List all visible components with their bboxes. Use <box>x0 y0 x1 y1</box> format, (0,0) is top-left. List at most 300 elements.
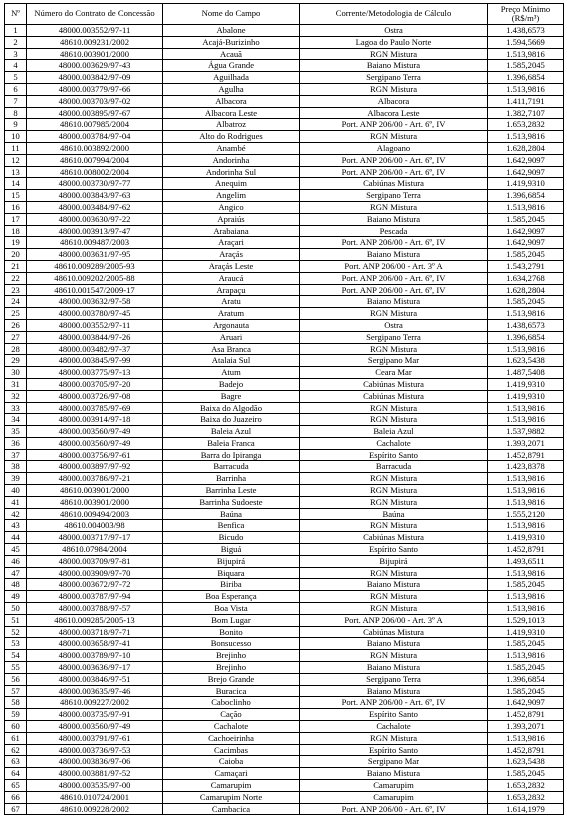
contract-number: 48610.007994/2004 <box>27 154 163 166</box>
calculation-methodology: Port. ANP 206/00 - Art. 6º, IV <box>300 119 488 131</box>
minimum-price: 1.585,2045 <box>488 685 564 697</box>
row-number: 49 <box>5 591 27 603</box>
row-number: 24 <box>5 296 27 308</box>
minimum-price: 1.513,9816 <box>488 414 564 426</box>
minimum-price: 1.513,9816 <box>488 650 564 662</box>
table-row <box>5 83 564 95</box>
contract-number: 48000.003780/97-45 <box>27 308 163 320</box>
field-name: Baleia Azul <box>163 426 300 438</box>
contract-number: 48610.003901/2000 <box>27 485 163 497</box>
table-row <box>5 166 564 178</box>
field-name: Albacora Leste <box>163 107 300 119</box>
calculation-methodology: RGN Mistura <box>300 591 488 603</box>
table-row <box>5 709 564 721</box>
table-row <box>5 296 564 308</box>
field-name: Atalaia Sul <box>163 355 300 367</box>
contract-number: 48000.003705/97-20 <box>27 378 163 390</box>
row-number: 31 <box>5 378 27 390</box>
field-name: Araçás <box>163 249 300 261</box>
table-row <box>5 638 564 650</box>
field-name: Aratum <box>163 308 300 320</box>
calculation-methodology: Cabiúnas Mistura <box>300 626 488 638</box>
minimum-price: 1.513,9816 <box>488 603 564 615</box>
calculation-methodology: Sergipano Mar <box>300 756 488 768</box>
contract-number: 48000.003632/97-58 <box>27 296 163 308</box>
contract-number: 48000.003844/97-26 <box>27 331 163 343</box>
row-number: 56 <box>5 673 27 685</box>
field-name: Barracuda <box>163 461 300 473</box>
contract-number: 48000.003909/97-70 <box>27 567 163 579</box>
row-number: 59 <box>5 709 27 721</box>
contract-number: 48000.003843/97-63 <box>27 190 163 202</box>
contract-number: 48000.003881/97-52 <box>27 768 163 780</box>
row-number: 12 <box>5 154 27 166</box>
row-number: 63 <box>5 756 27 768</box>
row-number: 10 <box>5 131 27 143</box>
field-name: Asa Branca <box>163 343 300 355</box>
table-row <box>5 461 564 473</box>
minimum-price: 1.628,2804 <box>488 284 564 296</box>
minimum-price: 1.585,2045 <box>488 60 564 72</box>
contract-number: 48000.003785/97-69 <box>27 402 163 414</box>
table-row <box>5 331 564 343</box>
table-row <box>5 614 564 626</box>
row-number: 8 <box>5 107 27 119</box>
row-number: 45 <box>5 544 27 556</box>
minimum-price: 1.419,9310 <box>488 378 564 390</box>
row-number: 11 <box>5 142 27 154</box>
row-number: 40 <box>5 485 27 497</box>
table-row <box>5 626 564 638</box>
minimum-price: 1.393,2071 <box>488 721 564 733</box>
minimum-price: 1.396,6854 <box>488 190 564 202</box>
table-row <box>5 721 564 733</box>
minimum-price: 1.537,9882 <box>488 426 564 438</box>
calculation-methodology: Sergipano Terra <box>300 72 488 84</box>
contract-number: 48610.010724/2001 <box>27 791 163 803</box>
calculation-methodology: Espírito Santo <box>300 449 488 461</box>
minimum-price: 1.585,2045 <box>488 213 564 225</box>
contract-number: 48000.003560/97-49 <box>27 426 163 438</box>
table-row <box>5 591 564 603</box>
minimum-price: 1.438,6573 <box>488 319 564 331</box>
field-name: Brejo Grande <box>163 673 300 685</box>
minimum-price: 1.555,2120 <box>488 508 564 520</box>
field-name: Barrinha Sudoeste <box>163 496 300 508</box>
row-number: 17 <box>5 213 27 225</box>
minimum-price: 1.513,9816 <box>488 591 564 603</box>
calculation-methodology: RGN Mistura <box>300 308 488 320</box>
minimum-price: 1.393,2071 <box>488 437 564 449</box>
minimum-price: 1.396,6854 <box>488 673 564 685</box>
contract-number: 48000.003703/97-02 <box>27 95 163 107</box>
table-row <box>5 520 564 532</box>
field-name: Bonsucesso <box>163 638 300 650</box>
calculation-methodology: Port. ANP 206/00 - Art. 6º, IV <box>300 237 488 249</box>
field-name: Cambacica <box>163 803 300 815</box>
contract-number: 48000.003484/97-62 <box>27 201 163 213</box>
table-row <box>5 426 564 438</box>
calculation-methodology: Albacora Leste <box>300 107 488 119</box>
table-row <box>5 367 564 379</box>
field-name: Barra do Ipiranga <box>163 449 300 461</box>
row-number: 66 <box>5 791 27 803</box>
field-name: Andorinha <box>163 154 300 166</box>
row-number: 38 <box>5 461 27 473</box>
table-row <box>5 25 564 37</box>
row-number: 9 <box>5 119 27 131</box>
table-row <box>5 650 564 662</box>
table-row <box>5 343 564 355</box>
column-header-field-name: Nome do Campo <box>163 4 300 25</box>
calculation-methodology: RGN Mistura <box>300 343 488 355</box>
column-header-minimum-price: Preço Mínimo (R$/m³) <box>488 4 564 25</box>
table-row <box>5 355 564 367</box>
table-body <box>5 25 564 815</box>
table-row <box>5 249 564 261</box>
field-name: Andorinha Sul <box>163 166 300 178</box>
minimum-price: 1.452,8791 <box>488 544 564 556</box>
table-row <box>5 308 564 320</box>
minimum-price: 1.513,9816 <box>488 520 564 532</box>
column-header-number: Nº <box>5 4 27 25</box>
row-number: 58 <box>5 697 27 709</box>
table-row <box>5 508 564 520</box>
calculation-methodology: Sergipano Terra <box>300 331 488 343</box>
minimum-price: 1.642,9097 <box>488 697 564 709</box>
row-number: 18 <box>5 225 27 237</box>
table-row <box>5 178 564 190</box>
minimum-price: 1.513,9816 <box>488 131 564 143</box>
minimum-price: 1.594,5669 <box>488 36 564 48</box>
minimum-price: 1.382,7107 <box>488 107 564 119</box>
calculation-methodology: Espírito Santo <box>300 544 488 556</box>
row-number: 14 <box>5 178 27 190</box>
field-name: Acajá-Burizinho <box>163 36 300 48</box>
calculation-methodology: Cabiúnas Mistura <box>300 178 488 190</box>
field-name: Badejo <box>163 378 300 390</box>
calculation-methodology: Ceara Mar <box>300 367 488 379</box>
field-name: Biriba <box>163 579 300 591</box>
field-name: Agulha <box>163 83 300 95</box>
contract-number: 48000.003845/97-99 <box>27 355 163 367</box>
contract-number: 48000.003730/97-77 <box>27 178 163 190</box>
table-row <box>5 260 564 272</box>
table-row <box>5 107 564 119</box>
contract-number: 48610.009494/2003 <box>27 508 163 520</box>
minimum-price: 1.513,9816 <box>488 485 564 497</box>
calculation-methodology: Cachalote <box>300 721 488 733</box>
contract-number: 48000.003787/97-94 <box>27 591 163 603</box>
row-number: 26 <box>5 319 27 331</box>
row-number: 53 <box>5 638 27 650</box>
field-name: Baixa do Juazeiro <box>163 414 300 426</box>
field-name: Araçari <box>163 237 300 249</box>
calculation-methodology: Port. ANP 206/00 - Art. 6º, IV <box>300 284 488 296</box>
field-name: Albatroz <box>163 119 300 131</box>
row-number: 28 <box>5 343 27 355</box>
column-header-contract: Número do Contrato de Concessão <box>27 4 163 25</box>
table-row <box>5 697 564 709</box>
table-row <box>5 225 564 237</box>
field-name: Arabaiana <box>163 225 300 237</box>
contract-number: 48000.003629/97-43 <box>27 60 163 72</box>
table-row <box>5 190 564 202</box>
minimum-price: 1.513,9816 <box>488 83 564 95</box>
minimum-price-table <box>4 3 564 815</box>
calculation-methodology: Barracuda <box>300 461 488 473</box>
field-name: Camarupim <box>163 780 300 792</box>
row-number: 19 <box>5 237 27 249</box>
contract-number: 48000.003895/97-67 <box>27 107 163 119</box>
contract-number: 48610.009231/2002 <box>27 36 163 48</box>
contract-number: 48000.003726/97-08 <box>27 390 163 402</box>
minimum-price: 1.585,2045 <box>488 579 564 591</box>
minimum-price: 1.634,2768 <box>488 272 564 284</box>
minimum-price: 1.642,9097 <box>488 154 564 166</box>
contract-number: 48000.003635/97-46 <box>27 685 163 697</box>
table-row <box>5 732 564 744</box>
row-number: 39 <box>5 473 27 485</box>
calculation-methodology: Baleia Azul <box>300 426 488 438</box>
table-row <box>5 673 564 685</box>
field-name: Angelim <box>163 190 300 202</box>
calculation-methodology: Port. ANP 206/00 - Art. 6º, IV <box>300 803 488 815</box>
contract-number: 48000.003786/97-21 <box>27 473 163 485</box>
contract-number: 48000.003788/97-57 <box>27 603 163 615</box>
minimum-price: 1.623,5438 <box>488 756 564 768</box>
field-name: Cachoeirinha <box>163 732 300 744</box>
minimum-price: 1.585,2045 <box>488 638 564 650</box>
calculation-methodology: Lagoa do Paulo Norte <box>300 36 488 48</box>
row-number: 47 <box>5 567 27 579</box>
calculation-methodology: RGN Mistura <box>300 485 488 497</box>
contract-number: 48000.003560/97-49 <box>27 721 163 733</box>
minimum-price: 1.423,8378 <box>488 461 564 473</box>
calculation-methodology: RGN Mistura <box>300 603 488 615</box>
contract-number: 48000.003560/97-49 <box>27 437 163 449</box>
minimum-price: 1.585,2045 <box>488 662 564 674</box>
table-row <box>5 449 564 461</box>
field-name: Anequim <box>163 178 300 190</box>
field-name: Bicudo <box>163 532 300 544</box>
calculation-methodology: RGN Mistura <box>300 520 488 532</box>
field-name: Caioba <box>163 756 300 768</box>
contract-number: 48000.003717/97-17 <box>27 532 163 544</box>
field-name: Aruari <box>163 331 300 343</box>
contract-number: 48000.003775/97-13 <box>27 367 163 379</box>
field-name: Angico <box>163 201 300 213</box>
contract-number: 48000.003672/97-72 <box>27 579 163 591</box>
contract-number: 48610.007985/2004 <box>27 119 163 131</box>
field-name: Baleia Franca <box>163 437 300 449</box>
row-number: 33 <box>5 402 27 414</box>
minimum-price: 1.452,8791 <box>488 709 564 721</box>
row-number: 29 <box>5 355 27 367</box>
field-name: Caboclinho <box>163 697 300 709</box>
calculation-methodology: Ostra <box>300 25 488 37</box>
calculation-methodology: RGN Mistura <box>300 131 488 143</box>
field-name: Atum <box>163 367 300 379</box>
contract-number: 48000.003842/97-09 <box>27 72 163 84</box>
row-number: 4 <box>5 60 27 72</box>
minimum-price: 1.513,9816 <box>488 402 564 414</box>
field-name: Brejinho <box>163 650 300 662</box>
table-header-row <box>5 4 564 25</box>
contract-number: 48000.003736/97-53 <box>27 744 163 756</box>
row-number: 52 <box>5 626 27 638</box>
table-row <box>5 485 564 497</box>
minimum-price: 1.419,9310 <box>488 626 564 638</box>
minimum-price: 1.585,2045 <box>488 296 564 308</box>
row-number: 5 <box>5 72 27 84</box>
calculation-methodology: Camarupim <box>300 791 488 803</box>
field-name: Bijupirá <box>163 555 300 567</box>
row-number: 46 <box>5 555 27 567</box>
field-name: Apraiús <box>163 213 300 225</box>
table-row <box>5 48 564 60</box>
calculation-methodology: Baúna <box>300 508 488 520</box>
minimum-price: 1.396,6854 <box>488 72 564 84</box>
minimum-price: 1.543,2791 <box>488 260 564 272</box>
calculation-methodology: Baiano Mistura <box>300 213 488 225</box>
calculation-methodology: Sergipano Terra <box>300 673 488 685</box>
field-name: Aguilhada <box>163 72 300 84</box>
contract-number: 48610.009228/2002 <box>27 803 163 815</box>
contract-number: 48000.003836/97-06 <box>27 756 163 768</box>
table-row <box>5 237 564 249</box>
calculation-methodology: Baiano Mistura <box>300 249 488 261</box>
field-name: Buracica <box>163 685 300 697</box>
minimum-price: 1.642,9097 <box>488 225 564 237</box>
table-row <box>5 544 564 556</box>
contract-number: 48000.003914/97-18 <box>27 414 163 426</box>
calculation-methodology: Baiano Mistura <box>300 296 488 308</box>
minimum-price: 1.653,2832 <box>488 791 564 803</box>
table-row <box>5 272 564 284</box>
field-name: Barrinha Leste <box>163 485 300 497</box>
minimum-price: 1.529,1013 <box>488 614 564 626</box>
minimum-price: 1.513,9816 <box>488 343 564 355</box>
contract-number: 48610.003892/2000 <box>27 142 163 154</box>
minimum-price: 1.493,6511 <box>488 555 564 567</box>
row-number: 62 <box>5 744 27 756</box>
row-number: 27 <box>5 331 27 343</box>
row-number: 7 <box>5 95 27 107</box>
table-row <box>5 402 564 414</box>
contract-number: 48610.009227/2002 <box>27 697 163 709</box>
table-row <box>5 744 564 756</box>
table-row <box>5 390 564 402</box>
contract-number: 48000.003913/97-47 <box>27 225 163 237</box>
table-row <box>5 378 564 390</box>
minimum-price: 1.585,2045 <box>488 768 564 780</box>
calculation-methodology: RGN Mistura <box>300 732 488 744</box>
contract-number: 48000.003630/97-22 <box>27 213 163 225</box>
calculation-methodology: Cabiúnas Mistura <box>300 390 488 402</box>
minimum-price: 1.653,2832 <box>488 119 564 131</box>
calculation-methodology: Camarupim <box>300 780 488 792</box>
row-number: 44 <box>5 532 27 544</box>
row-number: 13 <box>5 166 27 178</box>
table-row <box>5 437 564 449</box>
row-number: 50 <box>5 603 27 615</box>
field-name: Araucá <box>163 272 300 284</box>
price-table-page <box>4 3 563 815</box>
calculation-methodology: Alagoano <box>300 142 488 154</box>
row-number: 20 <box>5 249 27 261</box>
minimum-price: 1.513,9816 <box>488 201 564 213</box>
contract-number: 48000.003636/97-17 <box>27 662 163 674</box>
table-row <box>5 473 564 485</box>
minimum-price: 1.419,9310 <box>488 532 564 544</box>
row-number: 15 <box>5 190 27 202</box>
table-row <box>5 119 564 131</box>
row-number: 43 <box>5 520 27 532</box>
contract-number: 48000.003791/97-61 <box>27 732 163 744</box>
row-number: 57 <box>5 685 27 697</box>
calculation-methodology: Baiano Mistura <box>300 768 488 780</box>
table-row <box>5 685 564 697</box>
field-name: Abalone <box>163 25 300 37</box>
row-number: 64 <box>5 768 27 780</box>
minimum-price: 1.513,9816 <box>488 496 564 508</box>
row-number: 32 <box>5 390 27 402</box>
calculation-methodology: Baiano Mistura <box>300 638 488 650</box>
minimum-price: 1.623,5438 <box>488 355 564 367</box>
calculation-methodology: Baiano Mistura <box>300 60 488 72</box>
table-row <box>5 603 564 615</box>
minimum-price: 1.628,2804 <box>488 142 564 154</box>
calculation-methodology: Bijupirá <box>300 555 488 567</box>
contract-number: 48000.003552/97-11 <box>27 25 163 37</box>
field-name: Cacimbas <box>163 744 300 756</box>
row-number: 36 <box>5 437 27 449</box>
row-number: 22 <box>5 272 27 284</box>
row-number: 6 <box>5 83 27 95</box>
minimum-price: 1.438,6573 <box>488 25 564 37</box>
row-number: 35 <box>5 426 27 438</box>
contract-number: 48000.003631/97-95 <box>27 249 163 261</box>
table-row <box>5 36 564 48</box>
field-name: Anambé <box>163 142 300 154</box>
row-number: 34 <box>5 414 27 426</box>
contract-number: 48000.003846/97-51 <box>27 673 163 685</box>
table-row <box>5 780 564 792</box>
calculation-methodology: Cabiúnas Mistura <box>300 378 488 390</box>
minimum-price: 1.419,9310 <box>488 390 564 402</box>
contract-number: 48000.003756/97-61 <box>27 449 163 461</box>
minimum-price: 1.653,2832 <box>488 780 564 792</box>
table-row <box>5 213 564 225</box>
table-row <box>5 414 564 426</box>
calculation-methodology: Port. ANP 206/00 - Art. 6º, IV <box>300 697 488 709</box>
table-row <box>5 72 564 84</box>
row-number: 30 <box>5 367 27 379</box>
calculation-methodology: Port. ANP 206/00 - Art. 6º, IV <box>300 166 488 178</box>
table-row <box>5 60 564 72</box>
field-name: Biquara <box>163 567 300 579</box>
contract-number: 48000.003658/97-41 <box>27 638 163 650</box>
contract-number: 48610.009202/2005-88 <box>27 272 163 284</box>
contract-number: 48610.003901/2000 <box>27 496 163 508</box>
calculation-methodology: RGN Mistura <box>300 402 488 414</box>
contract-number: 48000.003897/97-92 <box>27 461 163 473</box>
field-name: Argonauta <box>163 319 300 331</box>
calculation-methodology: RGN Mistura <box>300 83 488 95</box>
contract-number: 48000.003784/97-04 <box>27 131 163 143</box>
field-name: Benfica <box>163 520 300 532</box>
